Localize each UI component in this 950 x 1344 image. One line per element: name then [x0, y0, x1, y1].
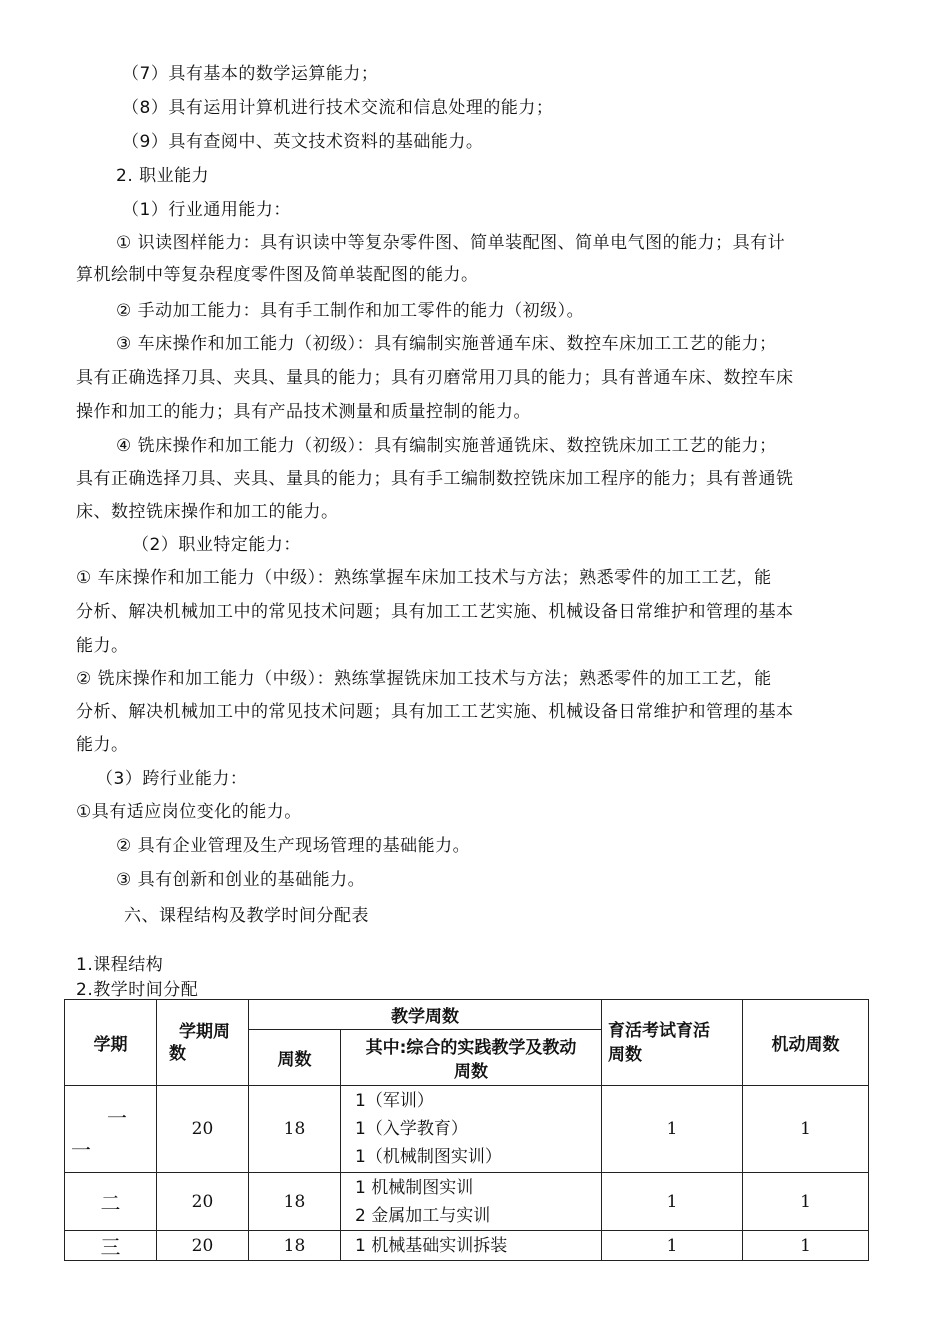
paragraph-line: 分析、解决机械加工中的常见技术问题；具有加工工艺实施、机械设备日常维护和管理的基本 [76, 602, 794, 622]
paragraph-line: ①具有适应岗位变化的能力。 [76, 802, 302, 822]
header-flexible-weeks: 机动周数 [743, 1000, 869, 1086]
cell-exam-weeks: 1 [602, 1086, 743, 1173]
cell-exam-weeks: 1 [602, 1173, 743, 1231]
section-heading-professional: 2. 职业能力 [116, 166, 210, 186]
cell-flexible-weeks: 1 [743, 1231, 869, 1261]
header-teaching-weeks: 教学周数 [249, 1000, 602, 1030]
cell-flexible-weeks: 1 [743, 1173, 869, 1231]
paragraph-line: 分析、解决机械加工中的常见技术问题；具有加工工艺实施、机械设备日常维护和管理的基本 [76, 702, 794, 722]
paragraph-line: ② 具有企业管理及生产现场管理的基础能力。 [116, 836, 471, 856]
header-semester-weeks-line2: 数 [169, 1043, 186, 1064]
ability-item-7: （7）具有基本的数学运算能力； [122, 64, 379, 84]
cell-semester-weeks: 20 [157, 1086, 249, 1173]
table-row [65, 1173, 869, 1231]
subheading-general: （1）行业通用能力： [122, 200, 291, 220]
paragraph-line: 具有正确选择刀具、夹具、量具的能力；具有手工编制数控铣床加工程序的能力；具有普通铣 [76, 469, 794, 489]
semester-char-lower: 一 [71, 1138, 91, 1162]
subheading-structure: 1.课程结构 [76, 955, 164, 975]
practice-line: 1（机械制图实训） [355, 1147, 502, 1167]
table-row [65, 1231, 869, 1261]
cell-semester-weeks: 20 [157, 1231, 249, 1261]
ability-item-8: （8）具有运用计算机进行技术交流和信息处理的能力； [122, 98, 554, 118]
paragraph-line: 床、数控铣床操作和加工的能力。 [76, 502, 339, 522]
paragraph-line: 具有正确选择刀具、夹具、量具的能力；具有刃磨常用刀具的能力；具有普通车床、数控车床 [76, 368, 794, 388]
table-row [65, 1086, 869, 1173]
table-header-row [65, 1000, 869, 1030]
cell-teaching-weeks: 18 [249, 1173, 341, 1231]
paragraph-line: ③ 车床操作和加工能力（初级）：具有编制实施普通车床、数控车床加工工艺的能力； [116, 334, 777, 354]
header-semester: 学期 [65, 1000, 157, 1086]
cell-practice [341, 1231, 602, 1261]
practice-line: 1（军训） [355, 1091, 434, 1111]
subheading-cross: （3）跨行业能力： [96, 769, 248, 789]
practice-line: 2 金属加工与实训 [355, 1205, 491, 1226]
paragraph-line: ② 铣床操作和加工能力（中级）：熟练掌握铣床加工技术与方法；熟悉零件的加工工艺，能 [76, 669, 772, 689]
paragraph-line: ③ 具有创新和创业的基础能力。 [116, 870, 366, 890]
practice-line: 1（入学教育） [355, 1119, 468, 1139]
subheading-specific: （2）职业特定能力： [132, 535, 301, 555]
section-heading-curriculum: 六、课程结构及教学时间分配表 [124, 906, 369, 926]
subheading-time: 2.教学时间分配 [76, 980, 199, 1000]
paragraph-line: 能力。 [76, 735, 129, 755]
practice-line: 1 机械基础实训拆装 [355, 1235, 508, 1256]
header-practice-line1: 其中:综合的实践教学及教动 [365, 1037, 577, 1058]
cell-teaching-weeks: 18 [249, 1086, 341, 1173]
cell-practice [341, 1086, 602, 1173]
header-practice-line2: 周数 [454, 1061, 488, 1082]
paragraph-line: 算机绘制中等复杂程度零件图及简单装配图的能力。 [76, 265, 479, 285]
cell-flexible-weeks: 1 [743, 1086, 869, 1173]
header-exam-line1: 育活考试育活 [608, 1020, 710, 1041]
cell-exam-weeks: 1 [602, 1231, 743, 1261]
time-allocation-table [64, 999, 869, 1261]
paragraph-line: ② 手动加工能力：具有手工制作和加工零件的能力（初级）。 [116, 301, 585, 321]
header-semester-weeks [157, 1000, 249, 1086]
paragraph-line: ④ 铣床操作和加工能力（初级）：具有编制实施普通铣床、数控铣床加工工艺的能力； [116, 436, 777, 456]
paragraph-line: ① 识读图样能力：具有识读中等复杂零件图、简单装配图、简单电气图的能力；具有计 [116, 233, 786, 253]
paragraph-line: 能力。 [76, 636, 129, 656]
paragraph-line: ① 车床操作和加工能力（中级）：熟练掌握车床加工技术与方法；熟悉零件的加工工艺，能 [76, 568, 772, 588]
semester-char-upper: 一 [107, 1106, 127, 1130]
cell-practice [341, 1173, 602, 1231]
cell-semester-weeks: 20 [157, 1173, 249, 1231]
cell-semester: 二 [65, 1173, 157, 1231]
header-practice [341, 1030, 602, 1086]
header-weeks: 周数 [249, 1030, 341, 1086]
header-exam-weeks [602, 1000, 743, 1086]
cell-teaching-weeks: 18 [249, 1231, 341, 1261]
header-semester-weeks-line1: 学期周 [179, 1021, 230, 1042]
practice-line: 1 机械制图实训 [355, 1177, 474, 1198]
header-exam-line2: 周数 [608, 1044, 642, 1065]
paragraph-line: 操作和加工的能力；具有产品技术测量和质量控制的能力。 [76, 402, 531, 422]
cell-semester: 三 [65, 1231, 157, 1261]
ability-item-9: （9）具有查阅中、英文技术资料的基础能力。 [122, 132, 484, 152]
cell-semester [65, 1086, 157, 1173]
